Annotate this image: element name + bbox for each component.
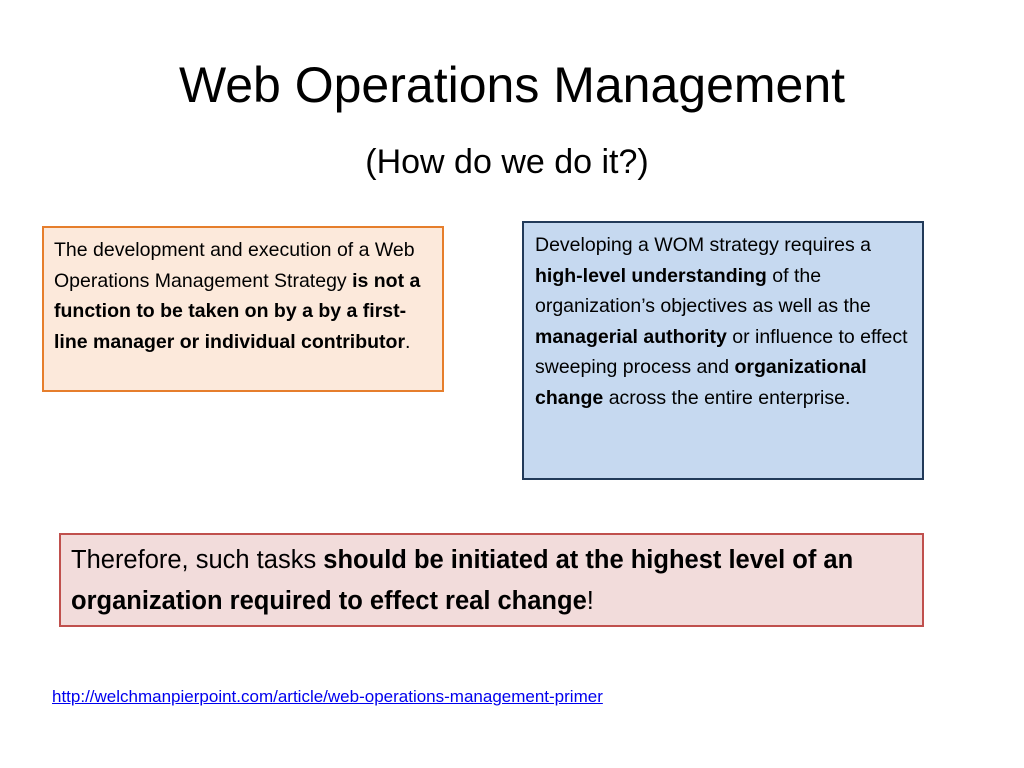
source-link[interactable]: http://welchmanpierpoint.com/article/web-operations-management-primer [52, 687, 603, 706]
box-bottom-bold-1: should be initiated at the highest level of an organization required to effect real change [71, 546, 854, 615]
box-right-text-3: or influence to effect sweeping process and [535, 325, 908, 378]
slide-subtitle: (How do we do it?) [365, 143, 649, 181]
slide-title: Web Operations Management [178, 57, 846, 113]
box-right-bold-2: managerial authority [535, 325, 727, 348]
conclusion-box [59, 533, 924, 627]
box-right-text-2: of the organization’s objectives as well as the [535, 264, 871, 317]
box-right-bold-1: high-level understanding [535, 264, 767, 287]
box-left-text-1: The development and execution of a Web Operations Management Strategy [54, 239, 415, 292]
box-bottom-text-1: Therefore, such tasks [71, 546, 324, 574]
development-strategy-box [42, 226, 444, 392]
box-left-text-2: . [405, 330, 411, 353]
box-left-bold-1: is not a function to be taken on by a by a first-line manager or individual contributor [54, 269, 421, 353]
wom-strategy-box [522, 221, 924, 480]
box-right-text-1: Developing a WOM strategy requires a [535, 234, 871, 256]
box-bottom-text-2: ! [586, 587, 594, 615]
box-right-text-4: across the entire enterprise. [603, 386, 851, 409]
box-right-bold-3: organizational change [535, 356, 867, 409]
